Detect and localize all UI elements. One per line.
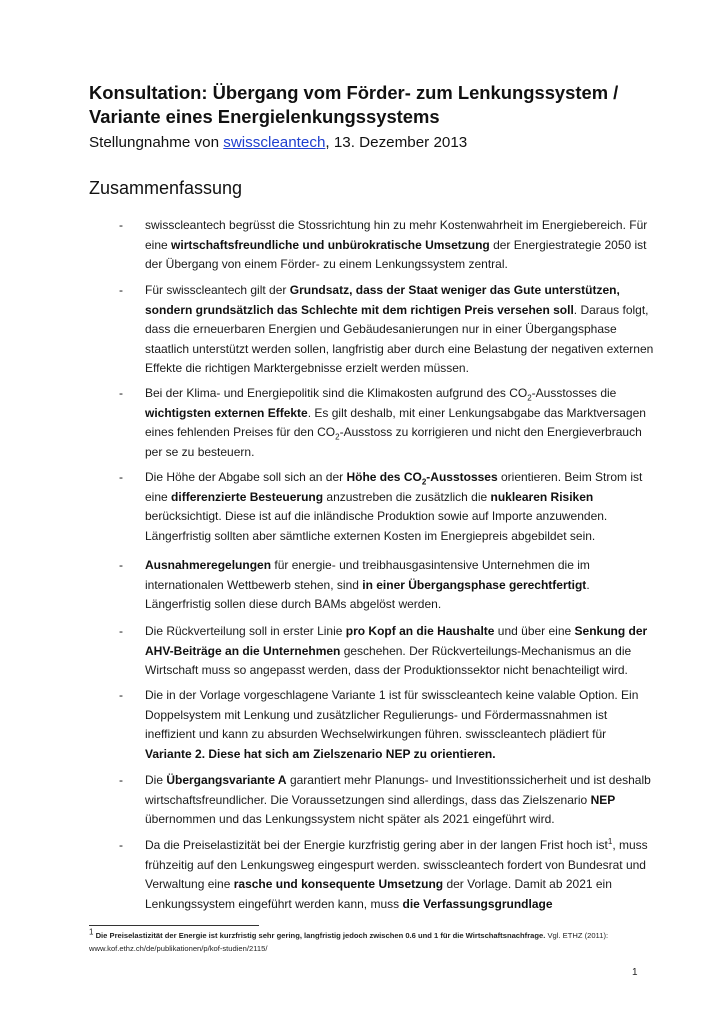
bullet-dash: - <box>119 838 123 852</box>
bullet-text: swisscleantech begrüsst die Stossrichtung hin zu mehr Kostenwahrheit im Energiebereich. Für eine wirtschaftsfreundliche und unbürokratische Umsetzung der Energiestrategie 2050 ist der Übergang von einem Förder- zu einem Lenkungssystem zentral. <box>145 218 648 271</box>
footnote: $^1$ Die Preiselastizität der Energie ist kurzfristig sehr gering, langfristig jedoch zwischen 0.6 und 1 für die Wirtschaftsnachfrage. Vgl. ETHZ (2011): www.kof.ethz.ch/de/publikationen/p/kof-studien/2115/ <box>89 927 609 953</box>
bullet-text: Die Rückverteilung soll in erster Linie pro Kopf an die Haushalte und über eine Senkung der AHV-Beiträge an die Unternehmen geschehen. Der Rückverteilungs-Mechanismus an die Wirtschaft muss so angepasst werden, dass der Produktionssektor nicht benachteiligt wird. <box>145 624 648 677</box>
bullet-dash: - <box>119 470 123 484</box>
bullet-dash: - <box>119 688 123 702</box>
bullet-text: Die in der Vorlage vorgeschlagene Variante 1 ist für swisscleantech keine valable Option. Ein Doppelsystem mit Lenkung und zusätzlicher Regulierungs- und Fördermassnahmen ist ineffizient und kann zu absurden Wechselwirkungen führen. swisscleantech plädiert für Variante 2. Diese hat sich am Zielszenario NEP zu orientieren. <box>145 688 639 761</box>
subtitle-prefix: Stellungnahme von <box>89 134 224 151</box>
subtitle-date: , 13. Dezember 2013 <box>325 134 468 151</box>
bullet-text: Ausnahmeregelungen für energie- und treibhausgasintensive Unternehmen die im internationalen Wettbewerb stehen, sind in einer Übergangsphase gerechtfertigt. Längerfristig sollen diese durch BAMs abgelöst werden. <box>145 558 590 611</box>
bullet-text: Die Übergangsvariante A garantiert mehr Planungs- und Investitionssicherheit und ist deshalb wirtschaftsfreundlicher. Die Voraussetzungen sind allerdings, dass das Zielszenario NEP übernommen und das Lenkungssystem nicht später als 2021 eingeführt wird. <box>145 773 651 826</box>
page-number: 1 <box>632 967 638 978</box>
section-heading: Zusammenfassung <box>89 178 243 198</box>
bullet-text: Für swisscleantech gilt der Grundsatz, dass der Staat weniger das Gute unterstützen, sondern grundsätzlich das Schlechte mit dem richtigen Preis versehen soll. Daraus folgt, dass die erneuerbaren Energien und Gebäudesanierungen nur in einer Übergangsphase staatlich unterstützt werden sollen, langfristig aber durch eine Belastung der negativen externen Effekte die richtigen Marktergebnisse erzielt werden müssen. <box>145 283 654 375</box>
bullet-text: Bei der Klima- und Energiepolitik sind die Klimakosten aufgrund des $CO_2$-Ausstosses die wichtigsten externen Effekte. Es gilt deshalb, mit einer Lenkungsabgabe das Marktversagen eines fehlenden Preises für den $CO_2$-Ausstoss zu korrigieren und nicht den Energieverbrauch per se zu besteuern. <box>145 386 646 459</box>
bullet-text: Die Höhe der Abgabe soll sich an der Höhe des $CO_2$-Ausstosses orientieren. Beim Strom ist eine differenzierte Besteuerung anzustreben die zusätzlich die nuklearen Risiken berücksichtigt. Diese ist auf die inländische Produktion sowie auf Importe anzuwenden. Längerfristig sollten aber sämtliche externen Kosten im Energiepreis abgebildet sein. <box>145 470 643 543</box>
bullet-dash: - <box>119 773 123 787</box>
bullet-dash: - <box>119 283 123 297</box>
bullet-text: Da die Preiselastizität bei der Energie kurzfristig gering aber in der langen Frist hoch ist$^1$, muss frühzeitig auf den Lenkungsweg eingespurt werden. swisscleantech fordert von Bundesrat und Verwaltung eine rasche und konsequente Umsetzung der Vorlage. Damit ab 2021 ein Lenkungssystem eingeführt werden kann, muss die Verfassungsgrundlage <box>145 837 648 911</box>
bullet-dash: - <box>119 624 123 638</box>
bullet-dash: - <box>119 386 123 400</box>
bullet-dash: - <box>119 558 123 572</box>
bullet-dash: - <box>119 218 123 232</box>
footnote-rule <box>89 925 259 926</box>
document-title: Konsultation: Übergang vom Förder- zum Lenkungssystem / Variante eines Energielenkungssystems <box>89 82 619 127</box>
swisscleantech-link[interactable]: swisscleantech <box>223 134 326 151</box>
